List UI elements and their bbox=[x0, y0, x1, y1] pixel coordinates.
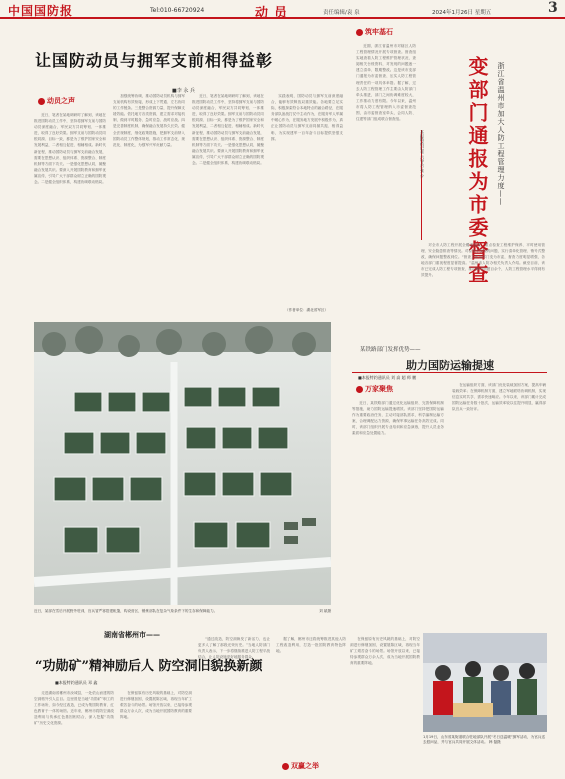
snow-camp-illustration bbox=[34, 322, 331, 605]
tag-label: 动员之声 bbox=[47, 96, 75, 105]
hunan-column-1 bbox=[34, 690, 114, 776]
hunan-title: “功勋矿”精神励后人 防空洞旧貌换新颜 bbox=[35, 659, 263, 674]
rail-author: ■本报特约通讯员 刘 高 超 师 鹏 bbox=[358, 375, 417, 380]
tag-label: 双赢之举 bbox=[291, 761, 319, 770]
hunan-column-4 bbox=[276, 636, 346, 756]
right-article-byline: 本报特约记者 吕守吉 张 少 bbox=[420, 130, 425, 178]
article-footer-note: （作者单位：湖北省军区） bbox=[285, 308, 329, 312]
hunan-column-5 bbox=[350, 636, 420, 746]
hunan-column-3 bbox=[198, 636, 270, 776]
photo-caption-row bbox=[34, 609, 331, 614]
article-paragraph: 加强统筹协调，推动国防动员机构与拥军支前机构有效衔接，形成上下贯通、左右协同的工作链条。三是整合资源力量，提升保障支援效能。依托地方各类资源，建立需求对接机制，做到平时服务、急时应急、战时应战。四是完善制度机制，确保融合发展持久长效。健全法规制度，细化政策措施，把拥军支前纳入国防动员工作整体规划，推动工作常态化、规范化、制度化，为强军兴军贡献力量。 bbox=[113, 94, 185, 147]
right-article-column-2 bbox=[421, 242, 545, 340]
photo-br-caption: 1月19日，山东省某街道联合驻地部队开展“冬日送温暖”拥军活动，为官兵送去慰问品，并与官兵共同开展文体活动。 bbox=[423, 735, 545, 745]
issue-date: 2024年1月26日 星期五 bbox=[432, 10, 492, 16]
hunan-kicker: 湖南省郴州市—— bbox=[104, 630, 160, 639]
photo-br-credit: 韩 磊摄 bbox=[488, 740, 501, 745]
tag-dot-icon bbox=[38, 98, 45, 105]
right-article-title: 变部门通报为市委督查 bbox=[465, 56, 489, 286]
hunan-column-2 bbox=[120, 690, 192, 776]
article-paragraph: 近日，某铁路部门通过优化运输组织、完善保障机制等措施，助力国防运输提速增效。该部门坚持把国防运输作为重要政治任务，主动对接部队需求，科学编制运输方案，合理调配运力资源，确保军事运输任务高效完成。同时，该部门组织开展专业培训和应急演练，提升人员业务素质和应急处置能力。 bbox=[352, 401, 444, 436]
headline-author: ■李 永 兵 bbox=[172, 88, 195, 94]
newspaper-logo: 中国国防报 bbox=[8, 4, 74, 18]
editor-credit: 责任编辑/袁 泉 bbox=[323, 10, 360, 16]
hunan-author: ■本报特约通讯员 邓 鑫 bbox=[55, 680, 98, 685]
article-paragraph: 近期，浙江省温州市对辖区人防工程管理情况开展专项督查。督查组实地查看人防工程维护管理状况，查阅相关台账资料，对发现的问题逐一建立清单、限期整改。这是该市变部门通报为市委督查、压实人防工程管理责任的一项具体举措。据了解，过去人防工程管理工作主要由人防部门牵头推进，部门之间协调难度较大，工作推动力度有限。今年以来，温州市将人防工程管理纳入市委督查范围，由市委督查室牵头，会同人防、住建等部门组成联合督查组。 bbox=[356, 44, 416, 122]
phone-number: Tel:010-66720924 bbox=[150, 7, 205, 14]
rail-title: 助力国防运输提速 bbox=[406, 359, 494, 372]
tag-dot-icon bbox=[356, 29, 363, 36]
rail-column-1 bbox=[352, 400, 444, 622]
article-paragraph: “通过改造，防空洞焕发了新活力，也让更多人了解了那段光荣历史。”当地人防部门负责人表示，下一步将继续推进人防工程平战结合，让人防设施更好地服务群众。 bbox=[198, 637, 270, 660]
photo-br-caption-block bbox=[423, 735, 547, 745]
tag-zhuyan bbox=[356, 27, 393, 37]
tag-shuangying bbox=[282, 761, 319, 771]
article-paragraph: 走进湖南省郴州市汝城县，一处依山而建的防空洞格外引人注目。这里曾是当地“功勋矿”职工的工作场所，如今经过改造，已成为集国防教育、红色教育于一体的场馆。近年来，郴州市将防空洞改造利用与传承红色基因相结合，深入挖掘“功勋矿”历史文化资源。 bbox=[34, 691, 114, 726]
article-paragraph: 在保留原有历史风貌的基础上，对防空洞进行修缮加固，设置展陈区域，再现当年矿工艰苦奋斗的场景。场馆开放以来，已接待参观群众万余人次，成为当地开展国防教育的重要阵地。 bbox=[120, 691, 192, 720]
tag-label: 筑牢基石 bbox=[365, 27, 393, 36]
photo-army-support bbox=[423, 633, 547, 732]
rail-kicker: 某铁路部门发挥优势—— bbox=[360, 347, 421, 353]
rail-column-2 bbox=[452, 382, 546, 622]
article-paragraph: 近日，笔者在某地调研时了解到，该地在推进国防动员工作中，坚持将拥军支前与国防动员深度融合，军民双方共同筹划、一体推进，取得了良好效果。拥军支前与国防动员同根同源、目标一致，都是为了维护国家安全和发展利益，二者相互促进、相辅相成。新时代新征程，推动国防动员与拥军支前融合发展，需要在思想认识、组织体系、资源整合、制度机制等方面下功夫。一是强化思想认同，凝聚融合发展共识。要深入开展国防教育和拥军优属宣传，引导广大干部群众树立正确的国防观念。二是健全组织体系，构建协调联动格局。 bbox=[192, 94, 264, 166]
article-column-2 bbox=[113, 93, 185, 317]
main-headline: 让国防动员与拥军支前相得益彰 bbox=[35, 51, 274, 70]
tag-dot-icon bbox=[356, 386, 363, 393]
photo-caption: 近日，某部在雪后开展野外驻训，官兵冒严寒搭建帐篷，构设营区，锤炼部队在复杂气象条件下的生存和保障能力。 bbox=[34, 609, 218, 613]
tag-dot-icon bbox=[282, 763, 289, 770]
article-column-1 bbox=[34, 112, 106, 317]
section-divider bbox=[352, 343, 547, 344]
article-column-3 bbox=[192, 93, 264, 317]
section-title: 动员 bbox=[255, 6, 294, 21]
tag-wanjia bbox=[356, 384, 393, 394]
article-paragraph: 实践表明，国防动员与拥军支前深度融合，能够有效释放双重效能。各地要立足实际，积极探索符合本地特点的融合路径，在服务部队备战打仗中主动作为，在服务军人军属中暖心作为，在服务地方发展中积极作为，真正让国防动员与拥军支前同频共振、相得益彰，为实现建军一百年奋斗目标提供坚强支撑。 bbox=[271, 94, 343, 141]
article-paragraph: 在保留原有历史风貌的基础上，对防空洞进行修缮加固，设置展陈区域，再现当年矿工艰苦奋斗的场景。场馆开放以来，已接待参观群众万余人次，成为当地开展国防教育的重要阵地。 bbox=[350, 637, 420, 666]
tag-dongyuan bbox=[38, 96, 75, 106]
article-paragraph: 据了解，郴州市还将统筹推进其他人防工程改造利用，打造一批国防教育特色阵地。 bbox=[276, 637, 346, 654]
photo-credit: 刘 斌摄 bbox=[319, 609, 331, 613]
article-paragraph: 在运输组织方面，该部门优化装载加固方案，提高车辆装载效率；在保障机制方面，建立军地联络协调机制，实现信息实时共享、需求快速响应。今年以来，该部门累计完成国防运输任务数十批次，运输效率较以往提升明显，赢得部队官兵一致好评。 bbox=[452, 383, 546, 412]
rail-title-rule bbox=[352, 372, 547, 373]
tag-label: 万家聚焦 bbox=[365, 384, 393, 393]
army-support-illustration bbox=[423, 633, 547, 732]
right-article-column-1 bbox=[356, 43, 416, 343]
article-column-4 bbox=[271, 93, 343, 305]
masthead bbox=[0, 0, 565, 19]
article-paragraph: 近日，笔者在某地调研时了解到，该地在推进国防动员工作中，坚持将拥军支前与国防动员深度融合，军民双方共同筹划、一体推进，取得了良好效果。拥军支前与国防动员同根同源、目标一致，都是为了维护国家安全和发展利益，二者相互促进、相辅相成。新时代新征程，推动国防动员与拥军支前融合发展，需要在思想认识、组织体系、资源整合、制度机制等方面下功夫。一是强化思想认同，凝聚融合发展共识。要深入开展国防教育和拥军优属宣传，引导广大干部群众树立正确的国防观念。二是健全组织体系，构建协调联动格局。 bbox=[34, 113, 106, 185]
photo-snow-camp bbox=[34, 322, 331, 605]
article-paragraph: 对全市人防工程开展全覆盖检查，重点检查工程维护保养、平时使用管理、安全隐患排查等情况。对检查中发现的问题，实行清单化管理、销号式整改，确保问题整改到位。“督查主体由部门变为市委，督查力度明显增强，各地各部门重视程度显著提高。”温州市人防办相关负责人介绍。截至目前，该市已完成人防工程专项督查，推动解决问题百余个，人防工程管理水平得到有效提升。 bbox=[421, 243, 545, 278]
page-number: 3 bbox=[548, 0, 558, 16]
right-article-kicker: 浙江省温州市加大人防工程管理力度—— bbox=[497, 62, 505, 206]
